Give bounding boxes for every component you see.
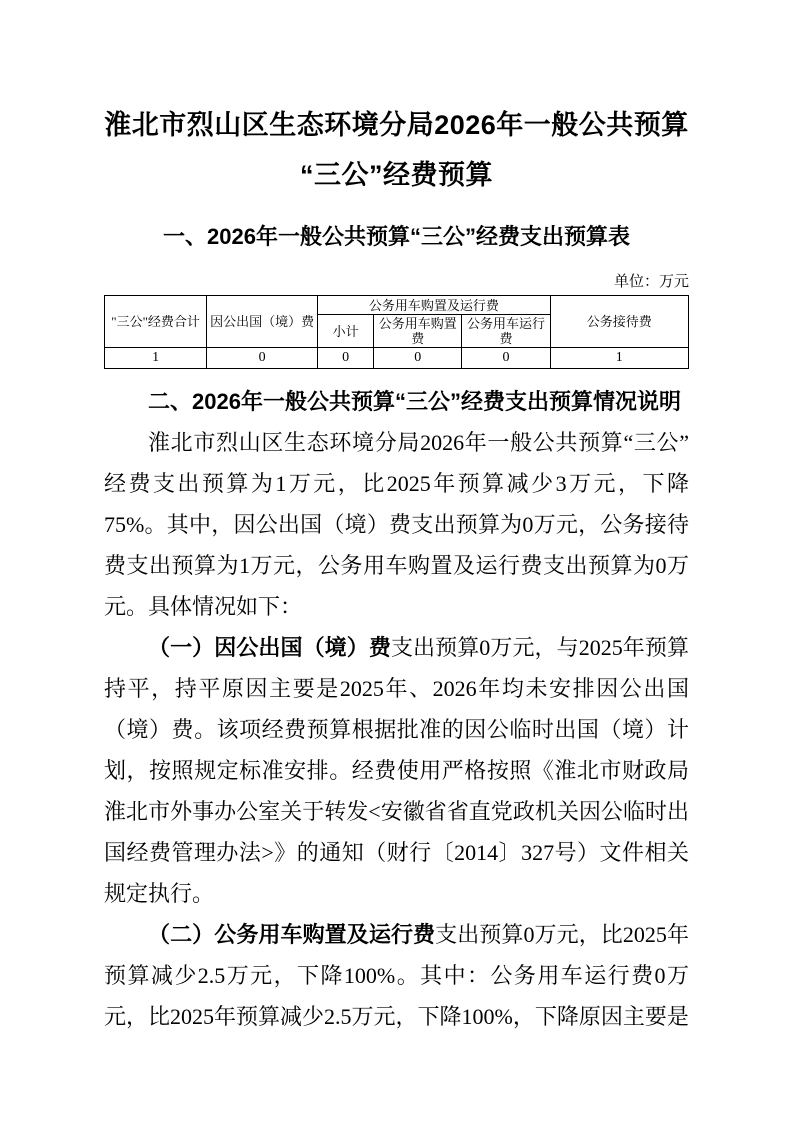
table-value-reception: 1 (550, 348, 688, 369)
table-value-total: 1 (105, 348, 207, 369)
paragraph-item2-body: 支出预算0万元，比2025年预算减少2.5万元，下降100%。其中：公务用车运行费0万元，比2025年预算减少2.5万元，下降100%，下降原因主要是 (104, 922, 689, 1029)
paragraph-item2-lead: （二）公务用车购置及运行费 (148, 922, 436, 947)
paragraph-item1-body: 支出预算0万元，与2025年预算持平，持平原因主要是2025年、2026年均未安排因公出国（境）费。该项经费预算根据批准的因公临时出国（境）计划，按照规定标准安排。经费使用严格按照《淮北市财政局 淮北市外事办公室关于转发<安徽省省直党政机关因公临时出国经费管理办法>》的通知（财行〔2014〕327号）文件相关规定执行。 (104, 635, 712, 906)
paragraph-intro: 淮北市烈山区生态环境分局2026年一般公共预算“三公”经费支出预算为1万元，比2025年预算减少3万元，下降75%。其中，因公出国（境）费支出预算为0万元，公务接待费支出预算为1万元，公务用车购置及运行费支出预算为0万元。具体情况如下： (104, 430, 689, 619)
table-value-row (105, 348, 689, 369)
table-header-vehicle-subtotal: 小计 (318, 315, 374, 348)
table-value-abroad: 0 (207, 348, 318, 369)
section2-heading: 二、2026年一般公共预算“三公”经费支出预算情况说明 (148, 389, 681, 414)
section1-heading: 一、2026年一般公共预算“三公”经费支出预算表 (163, 224, 630, 249)
table-value-vehicle-subtotal: 0 (318, 348, 374, 369)
table-header-reception: 公务接待费 (550, 296, 688, 348)
paragraph-item2 (104, 914, 689, 1037)
unit-note: 单位：万元 (613, 274, 689, 290)
table-header-total: "三公"经费合计 (105, 296, 207, 348)
table-header-vehicle-operation: 公务用车运行费 (462, 315, 550, 348)
budget-table (104, 295, 689, 369)
table-header-abroad: 因公出国（境）费 (207, 296, 318, 348)
table-value-vehicle-operation: 0 (462, 348, 550, 369)
document-title: 淮北市烈山区生态环境分局2026年一般公共预算“三公”经费预算 (104, 110, 689, 190)
table-header-vehicle-group: 公务用车购置及运行费 (318, 296, 550, 315)
paragraph-item1-lead: （一）因公出国（境）费 (148, 635, 391, 660)
paragraph-item1 (104, 627, 712, 914)
table-value-vehicle-purchase: 0 (374, 348, 462, 369)
table-header-vehicle-purchase: 公务用车购置费 (374, 315, 462, 348)
